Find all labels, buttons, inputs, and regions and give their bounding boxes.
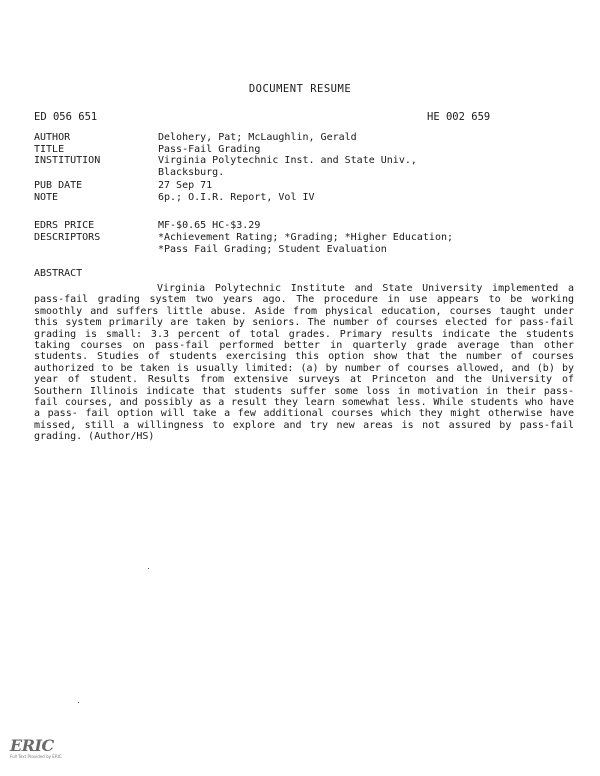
eric-logo-subtext: Full Text Provided by ERIC: [10, 754, 62, 759]
meta-value-line: 6p.; O.I.R. Report, Vol IV: [158, 191, 315, 203]
meta-label: AUTHOR: [34, 132, 71, 143]
meta-row-pub-date: [34, 180, 212, 192]
document-heading: DOCUMENT RESUME: [248, 83, 352, 95]
eric-logo-text: ERIC: [10, 736, 54, 755]
meta-value: [158, 232, 453, 255]
meta-row-author: [34, 132, 357, 144]
meta-label: TITLE: [34, 143, 65, 155]
meta-row-descriptors: [34, 232, 453, 255]
meta-value: [158, 220, 260, 232]
he-number: HE 002 659: [427, 111, 491, 123]
eric-logo: [10, 736, 62, 768]
meta-value-line: 27 Sep 71: [158, 180, 213, 191]
meta-row-edrs-price: [34, 220, 260, 232]
meta-value-line: Blacksburg.: [158, 166, 225, 178]
meta-value: [158, 132, 357, 144]
scan-speck: [148, 568, 149, 569]
ed-number: ED 056 651: [34, 111, 98, 123]
meta-row-institution: [34, 155, 417, 178]
meta-value-line: *Pass Fail Grading; Student Evaluation: [158, 243, 387, 255]
meta-label: INSTITUTION: [34, 155, 101, 166]
meta-value-line: Delohery, Pat; McLaughlin, Gerald: [158, 132, 357, 143]
abstract-label: ABSTRACT: [34, 268, 83, 279]
meta-label: NOTE: [34, 191, 59, 203]
meta-value-line: MF-$0.65 HC-$3.29: [158, 220, 261, 231]
meta-value-line: Pass-Fail Grading: [158, 143, 261, 155]
meta-label: DESCRIPTORS: [34, 232, 101, 243]
meta-row-title: [34, 144, 260, 156]
meta-value: [158, 180, 212, 192]
meta-value-line: Virginia Polytechnic Inst. and State Univ.,: [158, 155, 417, 166]
scan-speck: [78, 702, 79, 703]
meta-label: PUB DATE: [34, 180, 83, 191]
meta-value: [158, 144, 260, 156]
abstract-text: Virginia Polytechnic Institute and State University implemented a pass-fail grading system two years ago. The procedure in use appears to be working smoothly and suffers little abuse. Aside from physical education, courses taught under this system primarily are taken by seniors. The number of courses elected for pass-fail grading is small: 3.3 percent of total grades. Primary results indicate the students taking courses on pass-fail performed better in quarterly grade average than other students. Studies of students exercising this option show that the number of courses authorized to be taken is usually limited: (a) by number of courses allowed, and (b) by year of student. Results from extensive surveys at Princeton and the University of Southern Illinois indicate that students suffer some loss in motivation in their pass-fail courses, and possibly as a result they learn somewhat less. While students who have a pass- fail option will take a few additional courses which they might otherwise have missed, still a willingness to explore and try new areas is not assured by pass-fail grading. (Author/HS): [34, 283, 574, 443]
meta-value: [158, 192, 315, 204]
meta-value: [158, 155, 417, 178]
meta-value-line: *Achievement Rating; *Grading; *Higher Education;: [158, 232, 454, 243]
meta-label: EDRS PRICE: [34, 220, 95, 231]
meta-row-note: [34, 192, 315, 204]
